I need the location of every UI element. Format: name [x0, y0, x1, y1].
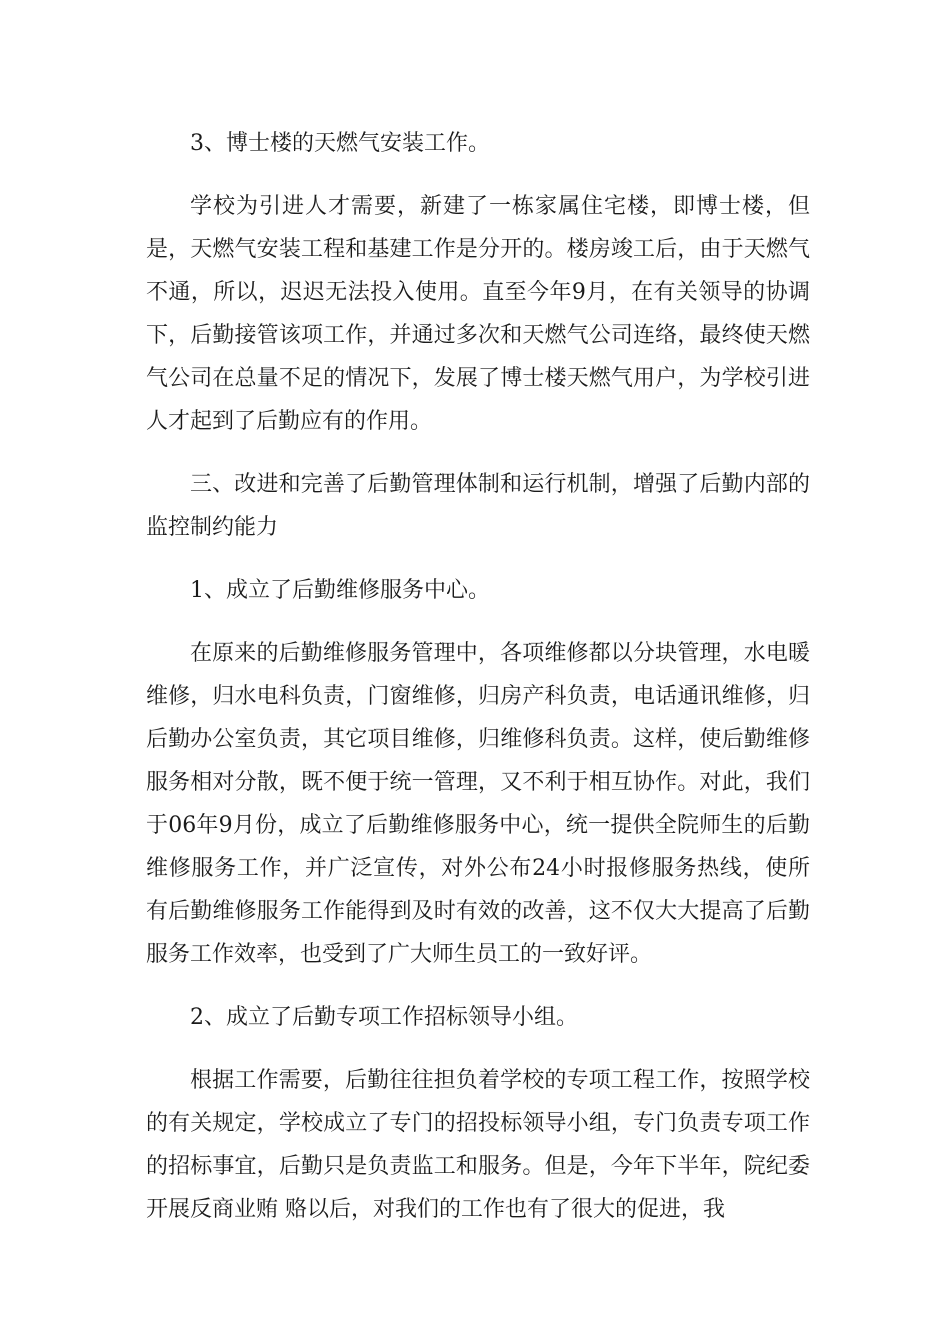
paragraph-bidding-group: 根据工作需要，后勤往往担负着学校的专项工程工作，按照学校的有关规定，学校成立了专门的招投标领导小组，专门负责专项工作的招标事宜，后勤只是负责监工和服务。但是，今年下半年，院纪委开展反商业贿 赂以后，对我们的工作也有了很大的促进，我 — [146, 1068, 810, 1222]
section-heading-1-maintenance-center: 1、成立了后勤维修服务中心。 — [190, 578, 490, 603]
section-heading-3-doctoral-building-gas: 3、博士楼的天燃气安装工作。 — [190, 131, 490, 156]
paragraph-maintenance-center: 在原来的后勤维修服务管理中，各项维修都以分块管理，水电暖维修，归水电科负责，门窗维修，归房产科负责，电话通讯维修，归后勤办公室负责，其它项目维修，归维修科负责。这样，使后勤维修服务相对分散，既不便于统一管理，又不利于相互协作。对此，我们于06年9月份，成立了后勤维修服务中心，统一提供全院师生的后勤维修服务工作，并广泛宣传，对外公布24小时报修服务热线，使所有后勤维修服务工作能得到及时有效的改善，这不仅大大提高了后勤服务工作效率，也受到了广大师生员工的一致好评。 — [146, 641, 810, 967]
document-body — [146, 122, 810, 1231]
paragraph-doctoral-building-gas: 学校为引进人才需要，新建了一栋家属住宅楼，即博士楼，但是，天燃气安装工程和基建工作是分开的。楼房竣工后，由于天燃气不通，所以，迟迟无法投入使用。直至今年9月，在有关领导的协调下，后勤接管该项工作，并通过多次和天燃气公司连络，最终使天燃气公司在总量不足的情况下，发展了博士楼天燃气用户，为学校引进人才起到了后勤应有的作用。 — [146, 194, 810, 434]
section-heading-3-management-system: 三、改进和完善了后勤管理体制和运行机制，增强了后勤内部的监控制约能力 — [146, 472, 810, 540]
section-heading-2-bidding-group: 2、成立了后勤专项工作招标领导小组。 — [190, 1005, 578, 1030]
